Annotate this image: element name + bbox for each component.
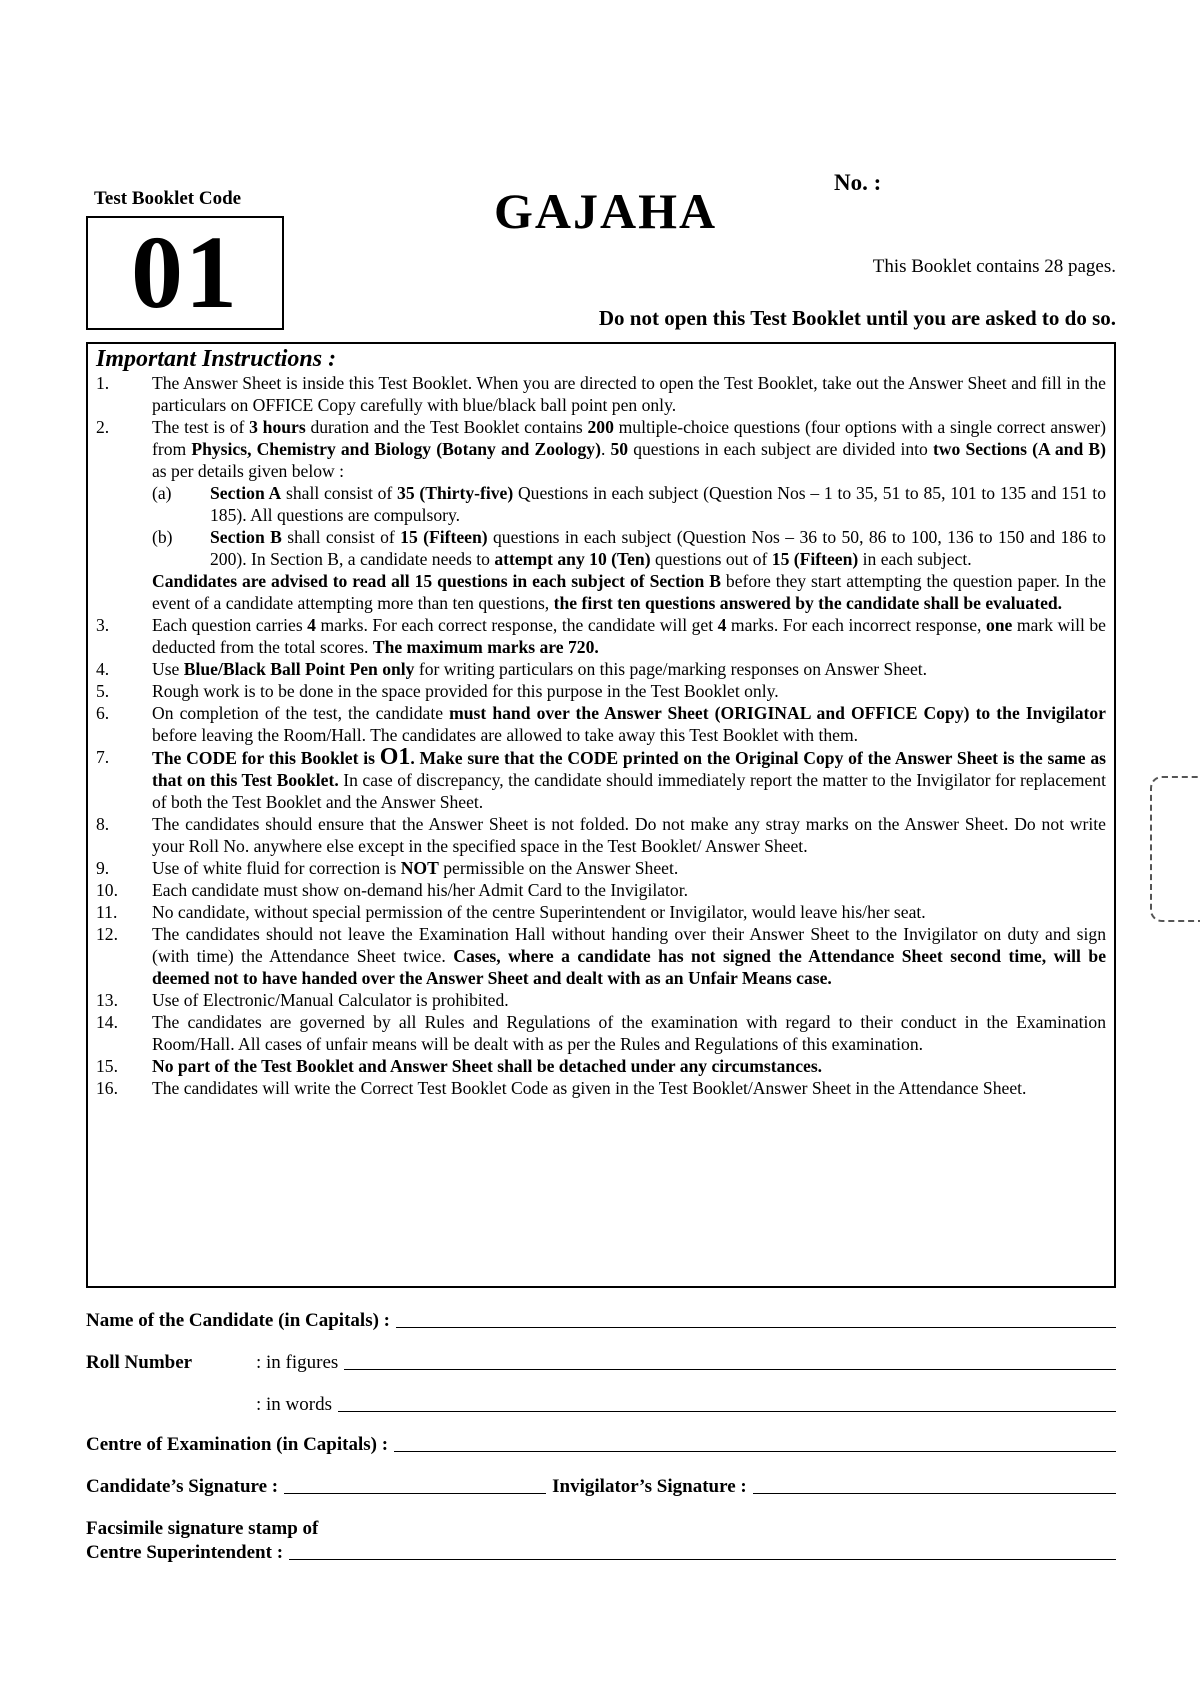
instruction-text: No part of the Test Booklet and Answer Sheet shall be detached under any circumstances. xyxy=(152,1056,823,1076)
instruction-number: 3. xyxy=(96,615,110,635)
test-booklet-code-box xyxy=(86,216,284,330)
text-run: the first ten questions answered by the candidate shall be evaluated. xyxy=(553,593,1063,613)
text-run: 15 (Fifteen) xyxy=(400,527,488,547)
text-run: 4 xyxy=(307,615,316,635)
sub-number: (b) xyxy=(152,527,173,547)
instruction-item xyxy=(96,680,1106,702)
text-run: mark will be deducted from the total scores. xyxy=(152,615,1106,657)
instruction-item xyxy=(96,1011,1106,1055)
sub-text xyxy=(210,526,1106,570)
text-run: questions in each subject are divided into xyxy=(628,439,933,459)
instruction-number: 9. xyxy=(96,858,110,878)
text-run: multiple-choice questions (four options with a single correct answer) from xyxy=(152,417,1106,459)
section-b-item xyxy=(152,526,1106,570)
test-booklet-code-value: 01 xyxy=(131,215,239,330)
instruction-number: 16. xyxy=(96,1078,118,1098)
instruction-text: The candidates will write the Correct Test Booklet Code as given in the Test Booklet/Answer Sheet in the Attendance Sheet. xyxy=(152,1078,1027,1098)
text-run: must hand over the Answer Sheet (ORIGINAL and OFFICE Copy) to the Invigilator xyxy=(449,703,1106,723)
text-run: shall consist of xyxy=(281,527,401,547)
instructions-heading: Important Instructions : xyxy=(96,346,337,372)
in-figures-label: : in figures xyxy=(256,1352,339,1373)
serial-number-label: No. : xyxy=(834,170,882,195)
text-run: The CODE for this Booklet is xyxy=(152,748,380,768)
instruction-item xyxy=(96,923,1106,989)
text-run: questions out of xyxy=(650,549,772,569)
text-run: Candidates are advised to read all 15 questions in each subject of Section B xyxy=(152,571,721,591)
candidate-name-row xyxy=(86,1310,1116,1332)
instruction-item xyxy=(96,658,1106,680)
text-run: before they start attempting the question paper. In the event of a candidate attempting more than ten questions, xyxy=(152,571,1106,613)
instruction-number: 2. xyxy=(96,417,110,437)
roll-number-label: Roll Number xyxy=(86,1352,193,1373)
instruction-item xyxy=(96,746,1106,813)
facsimile-row xyxy=(86,1542,1116,1564)
instruction-number: 12. xyxy=(96,924,118,944)
instruction-number: 4. xyxy=(96,659,110,679)
in-words-label: : in words xyxy=(256,1394,332,1415)
page-title: GAJAHA xyxy=(494,183,718,239)
instructions-box xyxy=(86,342,1116,1288)
text-run: On completion of the test, the candidate xyxy=(152,703,450,723)
text-run: 15 (Fifteen) xyxy=(771,549,859,569)
text-run: In case of discrepancy, the candidate should immediately report the matter to the Invigilator for replacement of both the Test Booklet and the Answer Sheet. xyxy=(152,770,1106,812)
text-run: attempt any 10 (Ten) xyxy=(494,549,651,569)
instruction-number: 5. xyxy=(96,681,110,701)
roll-words-row xyxy=(86,1394,1116,1416)
instruction-text: Each candidate must show on-demand his/her Admit Card to the Invigilator. xyxy=(152,880,689,900)
instruction-number: 6. xyxy=(96,703,110,723)
instruction-item xyxy=(96,372,1106,416)
text-run: for writing particulars on this page/marking responses on Answer Sheet. xyxy=(414,659,928,679)
instruction-number: 13. xyxy=(96,990,118,1010)
instruction-text xyxy=(152,746,1106,813)
section-b-advice xyxy=(152,570,1106,614)
text-run: questions in each subject (Question Nos – 36 to 50, 86 to 100, 136 to 150 and 186 to 200). In Section B, a candidate needs to xyxy=(210,527,1106,569)
centre-label: Centre of Examination (in Capitals) : xyxy=(86,1434,389,1455)
instruction-number: 10. xyxy=(96,880,118,900)
instruction-item xyxy=(96,416,1106,614)
test-booklet-code-label: Test Booklet Code xyxy=(94,188,242,209)
roll-figures-field[interactable] xyxy=(344,1368,1116,1370)
text-run: in each subject. xyxy=(858,549,972,569)
instruction-text xyxy=(152,658,1106,680)
instruction-text: No candidate, without special permission of the centre Superintendent or Invigilator, would leave his/her seat. xyxy=(152,902,926,922)
instruction-number: 15. xyxy=(96,1056,118,1076)
text-run: one xyxy=(985,615,1013,635)
instruction-number: 11. xyxy=(96,902,118,922)
candidate-name-label: Name of the Candidate (in Capitals) : xyxy=(86,1310,390,1331)
instruction-item xyxy=(96,702,1106,746)
text-run: Blue/Black Ball Point Pen only xyxy=(183,659,415,679)
instruction-text xyxy=(152,702,1106,746)
text-run: NOT xyxy=(400,858,439,878)
text-run: before leaving the Room/Hall. The candidates are allowed to take away this Test Booklet with them. xyxy=(152,725,859,745)
text-run: marks. For each correct response, the candidate will get xyxy=(315,615,718,635)
text-run: Use of white fluid for correction is xyxy=(152,858,401,878)
candidate-signature-field[interactable] xyxy=(284,1492,546,1494)
side-dashed-mark xyxy=(1150,776,1200,922)
do-not-open-warning: Do not open this Test Booklet until you are asked to do so. xyxy=(598,306,1116,330)
text-run: 4 xyxy=(717,615,727,635)
text-run: 50 xyxy=(610,439,629,459)
instruction-text: The Answer Sheet is inside this Test Booklet. When you are directed to open the Test Booklet, take out the Answer Sheet and fill in the particulars on OFFICE Copy carefully with blue/black ball point pen only. xyxy=(152,373,1106,415)
instruction-number: 1. xyxy=(96,373,110,393)
instruction-item xyxy=(96,879,1106,901)
centre-row xyxy=(86,1434,1116,1456)
candidate-name-field[interactable] xyxy=(396,1326,1116,1328)
text-run: . xyxy=(600,439,611,459)
superintendent-signature-field[interactable] xyxy=(289,1558,1116,1560)
facsimile-label-line2: Centre Superintendent : xyxy=(86,1542,284,1563)
text-run: 3 hours xyxy=(249,417,306,437)
text-run: Cases, where a candidate has not signed the Attendance Sheet second time, will be deemed not to have handed over the Answer Sheet and dealt with as an Unfair Means case. xyxy=(152,946,1106,988)
instruction-number: 7. xyxy=(96,747,110,767)
invigilator-signature-field[interactable] xyxy=(753,1492,1116,1494)
text-run: two Sections (A and B) xyxy=(932,439,1106,459)
text-run: duration and the Test Booklet contains xyxy=(305,417,588,437)
text-run: as per details given below : xyxy=(152,461,345,481)
text-run: Physics, Chemistry and Biology (Botany and Zoology) xyxy=(191,439,601,459)
text-run: . Make sure that the CODE printed on the Original Copy of the Answer Sheet is the same as that on this Test Booklet. xyxy=(152,748,1107,790)
instruction-number: 14. xyxy=(96,1012,118,1032)
signature-row xyxy=(86,1476,1116,1498)
text-run: 35 (Thirty-five) xyxy=(397,483,514,503)
pages-note: This Booklet contains 28 pages. xyxy=(872,256,1116,277)
invigilator-signature-label: Invigilator’s Signature : xyxy=(552,1476,747,1497)
section-a-item xyxy=(152,482,1106,526)
text-run: Section B xyxy=(210,527,282,547)
instruction-item xyxy=(96,614,1106,658)
facsimile-label-line1: Facsimile signature stamp of xyxy=(86,1518,319,1539)
booklet-code-inline: O1 xyxy=(379,744,411,770)
instruction-item xyxy=(96,813,1106,857)
sub-number: (a) xyxy=(152,483,172,503)
candidate-signature-label: Candidate’s Signature : xyxy=(86,1476,279,1497)
instruction-text: The candidates are governed by all Rules and Regulations of the examination with regard to their conduct in the Examination Room/Hall. All cases of unfair means will be dealt with as per the Rules and Regulations of this examination. xyxy=(152,1012,1106,1054)
instruction-item xyxy=(96,857,1106,879)
instruction-text xyxy=(152,416,1106,614)
text-run: 200 xyxy=(587,417,614,437)
instruction-text: Use of Electronic/Manual Calculator is prohibited. xyxy=(152,990,509,1010)
instruction-text xyxy=(152,614,1106,658)
instruction-item xyxy=(96,1077,1106,1099)
text-run: Section A xyxy=(210,483,282,503)
text-run: shall consist of xyxy=(281,483,398,503)
instruction-text xyxy=(152,857,1106,879)
instruction-item xyxy=(96,901,1106,923)
text-run: The test is of xyxy=(152,417,250,437)
text-run: The candidates should not leave the Examination Hall without handing over their Answer Sheet to the Invigilator on duty and sign (with time) the Attendance Sheet twice. xyxy=(152,924,1106,966)
roll-figures-row xyxy=(86,1352,1116,1374)
text-run: Each question carries xyxy=(152,615,308,635)
text-run: Use xyxy=(152,659,184,679)
instruction-item xyxy=(96,989,1106,1011)
text-run: Questions in each subject (Question Nos – 1 to 35, 51 to 85, 101 to 135 and 151 to 185). All questions are compulsory. xyxy=(210,483,1106,525)
instruction-number: 8. xyxy=(96,814,110,834)
instruction-text: Rough work is to be done in the space provided for this purpose in the Test Booklet only. xyxy=(152,681,779,701)
instruction-item xyxy=(96,1055,1106,1077)
text-run: marks. For each incorrect response, xyxy=(726,615,986,635)
instruction-text: The candidates should ensure that the Answer Sheet is not folded. Do not make any stray marks on the Answer Sheet. Do not write your Roll No. anywhere else except in the specified space in the Test Booklet/ Answer Sheet. xyxy=(152,814,1106,856)
sub-text xyxy=(210,482,1106,526)
text-run: permissible on the Answer Sheet. xyxy=(438,858,679,878)
centre-field[interactable] xyxy=(394,1450,1116,1452)
text-run: The maximum marks are 720. xyxy=(372,637,599,657)
roll-words-field[interactable] xyxy=(338,1410,1116,1412)
instruction-text xyxy=(152,923,1106,989)
